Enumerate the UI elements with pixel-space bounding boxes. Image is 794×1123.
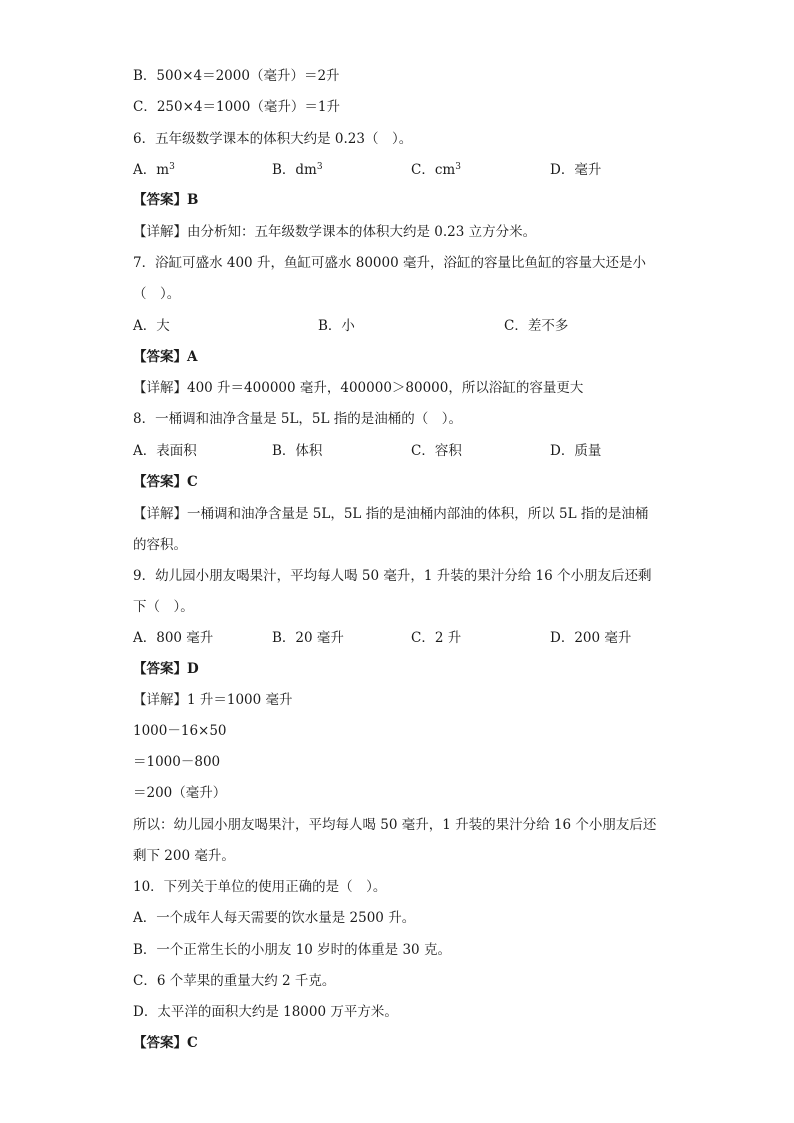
q8-option-b: B．体积 <box>272 443 323 459</box>
q8-option-d: D．质量 <box>550 443 602 459</box>
q7-stem-line1: 7．浴缸可盛水 400 升，鱼缸可盛水 80000 毫升，浴缸的容量比鱼缸的容量大还是小 <box>133 255 646 271</box>
q6-answer: 【答案】B <box>133 192 199 208</box>
q10-stem: 10．下列关于单位的使用正确的是（ ）。 <box>133 879 387 895</box>
q10-option-b: B．一个正常生长的小朋友 10 岁时的体重是 30 克。 <box>133 942 451 958</box>
q9-conclusion-line1: 所以：幼儿园小朋友喝果汁，平均每人喝 50 毫升，1 升装的果汁分给 16 个小朋友后还 <box>133 817 657 833</box>
q10-option-d: D．太平洋的面积大约是 18000 万平方米。 <box>133 1004 398 1020</box>
q8-option-c: C．容积 <box>411 443 462 459</box>
q9-calc-line3: ＝200（毫升） <box>133 785 227 801</box>
q9-explanation: 【详解】1 升＝1000 毫升 <box>133 692 293 708</box>
q9-option-a: A．800 毫升 <box>133 630 214 646</box>
q7-explanation: 【详解】400 升＝400000 毫升，400000＞80000，所以浴缸的容量更大 <box>133 380 584 396</box>
q5-option-c: C．250×4＝1000（毫升）＝1升 <box>133 99 340 115</box>
q8-option-a: A．表面积 <box>133 443 197 459</box>
q7-stem-line2: （ ）。 <box>133 286 181 302</box>
q8-answer: 【答案】C <box>133 474 198 490</box>
q10-answer: 【答案】C <box>133 1035 198 1051</box>
q6-stem: 6．五年级数学课本的体积大约是 0.23（ ）。 <box>133 131 413 147</box>
q9-option-c: C．2 升 <box>411 630 462 646</box>
q10-option-c: C．6 个苹果的重量大约 2 千克。 <box>133 973 336 989</box>
q5-option-b: B．500×4＝2000（毫升）＝2升 <box>133 68 340 84</box>
q9-option-d: D．200 毫升 <box>550 630 632 646</box>
q9-option-b: B．20 毫升 <box>272 630 344 646</box>
q7-answer: 【答案】A <box>133 349 198 365</box>
q9-answer: 【答案】D <box>133 661 199 677</box>
q7-option-a: A．大 <box>133 318 170 334</box>
q9-calc-line2: ＝1000－800 <box>133 754 221 770</box>
q9-conclusion-line2: 剩下 200 毫升。 <box>133 848 235 864</box>
q6-option-c: C．$cm^3$ <box>411 162 461 178</box>
q6-option-b: B．$dm^3$ <box>272 162 323 178</box>
q6-explanation: 【详解】由分析知：五年级数学课本的体积大约是 0.23 立方分米。 <box>133 224 537 240</box>
q10-option-a: A．一个成年人每天需要的饮水量是 2500 升。 <box>133 910 416 926</box>
q9-stem-line1: 9．幼儿园小朋友喝果汁，平均每人喝 50 毫升，1 升装的果汁分给 16 个小朋友后还剩 <box>133 568 652 584</box>
q9-calc-line1: 1000－16×50 <box>133 723 227 739</box>
q8-stem: 8．一桶调和油净含量是 5L，5L 指的是油桶的（ ）。 <box>133 411 463 427</box>
q7-option-c: C．差不多 <box>504 318 569 334</box>
q6-option-d: D．毫升 <box>550 162 602 178</box>
q6-option-a: A．$m^3$ <box>133 162 175 178</box>
q9-stem-line2: 下（ ）。 <box>133 599 194 615</box>
q7-option-b: B．小 <box>318 318 355 334</box>
q8-explanation-line1: 【详解】一桶调和油净含量是 5L，5L 指的是油桶内部油的体积，所以 5L 指的是油桶 <box>133 506 649 522</box>
q8-explanation-line2: 的容积。 <box>133 537 187 553</box>
